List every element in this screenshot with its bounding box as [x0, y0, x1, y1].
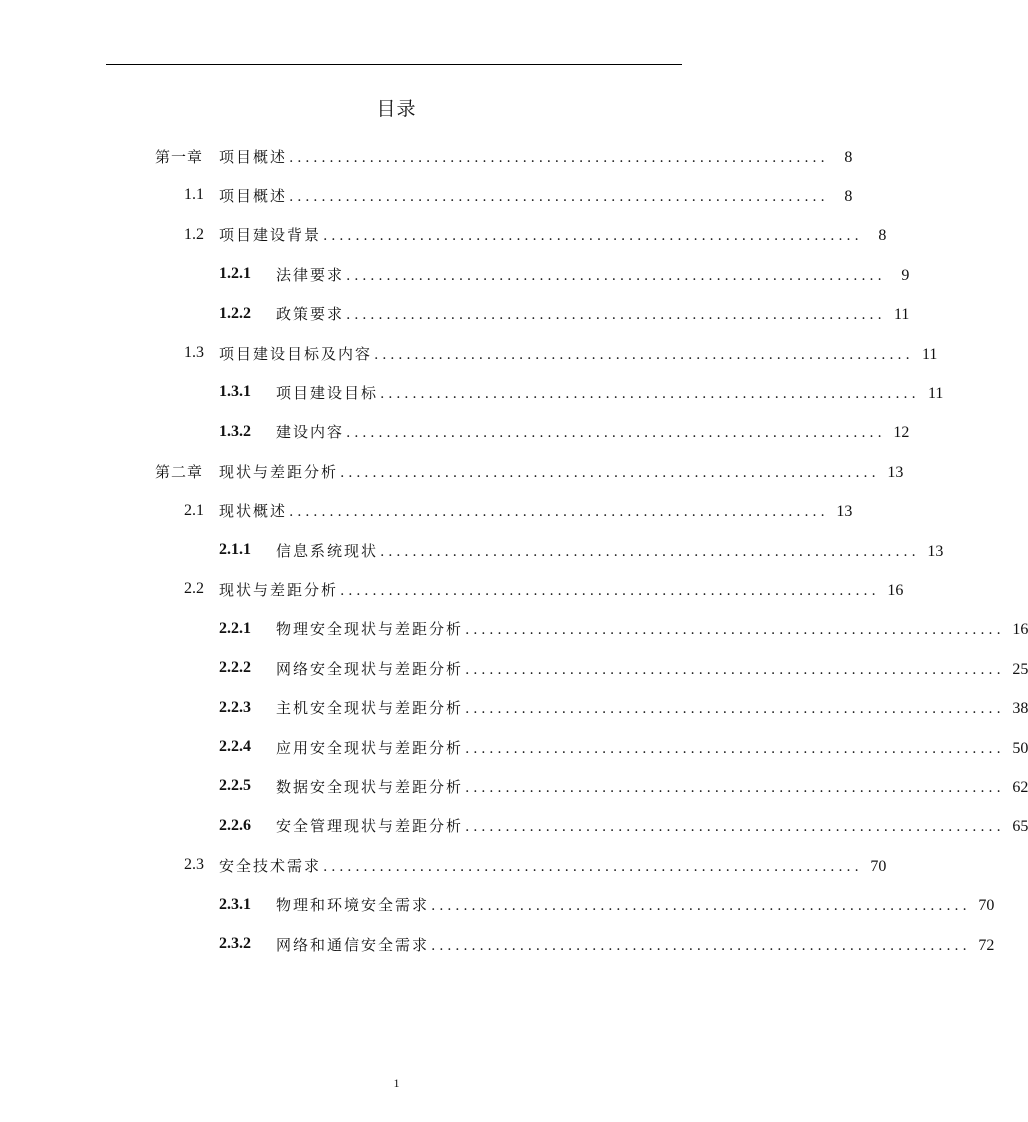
toc-entry-body: [276, 540, 944, 561]
toc-entry-title: 主机安全现状与差距分析: [276, 699, 464, 718]
toc-dot-leader: ...................................................................: [374, 346, 914, 363]
toc-entry[interactable]: [0, 496, 853, 526]
toc-dot-leader: ...................................................................: [346, 267, 886, 284]
toc-entry-body: [219, 855, 887, 876]
toc-entry-body: [276, 618, 1028, 639]
toc-entry-title: 项目概述: [219, 186, 288, 205]
toc-entry-page: 11: [921, 345, 938, 363]
toc-entry[interactable]: [0, 771, 1028, 801]
toc-entry[interactable]: [0, 929, 995, 959]
toc-entry-number: 2.2.1: [219, 619, 251, 637]
toc-dot-leader: ...................................................................: [340, 464, 880, 481]
toc-entry[interactable]: [0, 141, 853, 171]
toc-entry-body: [276, 382, 944, 403]
toc-entry-page: 16: [887, 581, 904, 599]
toc-entry-page: 11: [927, 384, 944, 402]
toc-dot-leader: ...................................................................: [465, 740, 1005, 757]
toc-entry-page: 50: [1012, 739, 1028, 757]
toc-entry[interactable]: [0, 850, 887, 880]
header-rule: [106, 64, 682, 65]
toc-entry-body: [276, 658, 1028, 679]
toc-entry-body: [219, 146, 853, 167]
toc-entry-title: 信息系统现状: [276, 541, 379, 560]
toc-entry-title: 安全管理现状与差距分析: [276, 817, 464, 836]
toc-entry-title: 项目建设背景: [219, 226, 322, 245]
toc-entry-number: 1.2.1: [219, 265, 251, 283]
toc-entry-title: 数据安全现状与差距分析: [276, 777, 464, 796]
toc-entry-number: 2.2: [184, 580, 204, 598]
toc-dot-leader: ...................................................................: [465, 622, 1005, 639]
toc-entry-page: 13: [836, 503, 853, 521]
toc-entry-page: 12: [893, 424, 910, 442]
toc-entry-number: 1.1: [184, 186, 204, 204]
toc-entry[interactable]: [0, 456, 904, 486]
toc-entry-number: 1.3: [184, 344, 204, 361]
toc-entry-number: 2.3.1: [219, 895, 251, 913]
toc-entry-title: 现状与差距分析: [219, 580, 339, 599]
toc-entry[interactable]: [0, 693, 1028, 723]
toc-entry-page: 11: [893, 306, 910, 324]
toc-dot-leader: ...................................................................: [289, 504, 829, 521]
toc-entry-body: [219, 185, 853, 206]
toc-entry-body: [219, 224, 887, 245]
toc-entry-number: 2.1: [184, 501, 204, 519]
toc-dot-leader: ...................................................................: [380, 543, 920, 560]
toc-entry-title: 应用安全现状与差距分析: [276, 738, 464, 757]
toc-entry-number: 1.3.1: [219, 383, 251, 401]
toc-entry-title: 网络和通信安全需求: [276, 935, 430, 954]
toc-entry-number: 1.3.2: [219, 422, 251, 440]
toc-entry[interactable]: [0, 220, 887, 250]
toc-entry-title: 项目建设目标及内容: [219, 344, 373, 363]
toc-entry[interactable]: [0, 890, 995, 920]
toc-dot-leader: ...................................................................: [465, 661, 1005, 678]
toc-dot-leader: ...................................................................: [346, 307, 886, 324]
toc-entry-number: 1.2.2: [219, 304, 251, 322]
toc-entry-title: 政策要求: [276, 305, 345, 324]
toc-entry[interactable]: [0, 811, 1028, 841]
toc-entry[interactable]: [0, 417, 910, 447]
toc-entry[interactable]: [0, 299, 910, 329]
toc-entry-body: [219, 579, 904, 600]
toc-entry-page: 65: [1012, 818, 1028, 836]
toc-entry-page: 13: [927, 542, 944, 560]
toc-entry-title: 安全技术需求: [219, 856, 322, 875]
toc-dot-leader: ...................................................................: [465, 701, 1005, 718]
toc-entry-page: 72: [978, 936, 995, 954]
toc-entry-number: 第一章: [154, 147, 203, 166]
toc-entry-body: [276, 776, 1028, 797]
toc-entry[interactable]: [0, 574, 904, 604]
toc-entry-page: 25: [1012, 660, 1028, 678]
toc-entry-body: [276, 421, 910, 442]
toc-entry-title: 项目建设目标: [276, 383, 379, 402]
toc-entry-page: 8: [878, 227, 887, 245]
toc-entry-number: 2.2.2: [219, 659, 251, 677]
toc-entry[interactable]: [0, 180, 853, 210]
toc-entry-page: 70: [978, 897, 995, 915]
toc-entry-body: [276, 697, 1028, 718]
toc-entry[interactable]: [0, 614, 1028, 644]
toc-entry-number: 2.2.5: [219, 777, 251, 795]
toc-entry[interactable]: [0, 732, 1028, 762]
toc-entry-body: [276, 815, 1028, 836]
toc-dot-leader: ...................................................................: [346, 425, 886, 442]
toc-title: 目录: [376, 98, 417, 120]
toc-entry-number: 2.2.3: [219, 698, 251, 716]
toc-entry-body: [276, 934, 995, 955]
toc-dot-leader: ...................................................................: [340, 582, 880, 599]
toc-dot-leader: ...................................................................: [323, 228, 863, 245]
toc-entry-body: [219, 461, 904, 482]
toc-entry-title: 网络安全现状与差距分析: [276, 659, 464, 678]
toc-entry-title: 物理安全现状与差距分析: [276, 620, 464, 639]
toc-entry-number: 第二章: [154, 462, 203, 481]
toc-entry-number: 2.3: [184, 856, 204, 874]
toc-entry-body: [219, 500, 853, 521]
toc-entry[interactable]: [0, 377, 944, 407]
toc-dot-leader: ...................................................................: [323, 858, 863, 875]
toc-entry-page: 62: [1012, 778, 1028, 796]
toc-entry-page: 16: [1012, 621, 1028, 639]
toc-entry-body: [276, 737, 1028, 758]
toc-entry-page: 9: [901, 266, 910, 284]
toc-entry-body: [219, 343, 938, 364]
toc-entry-number: 1.2: [184, 225, 204, 243]
page-number: 1: [393, 1076, 400, 1090]
toc-entry-body: [276, 894, 995, 915]
toc-entry-page: 8: [844, 148, 853, 166]
toc-entry-number: 2.2.6: [219, 816, 251, 834]
toc-entry-title: 建设内容: [276, 423, 345, 442]
toc-entry-body: [276, 264, 910, 285]
toc-dot-leader: ...................................................................: [380, 385, 920, 402]
toc-entry[interactable]: [0, 535, 944, 565]
toc-entry-title: 现状与差距分析: [219, 462, 339, 481]
toc-entry-title: 现状概述: [219, 502, 288, 521]
toc-entry-page: 8: [844, 187, 853, 205]
toc-dot-leader: ...................................................................: [289, 188, 829, 205]
toc-dot-leader: ...................................................................: [465, 779, 1005, 796]
toc-entry-title: 物理和环境安全需求: [276, 896, 430, 915]
toc-entry-page: 13: [887, 463, 904, 481]
toc-entry[interactable]: [0, 338, 938, 368]
toc-entry-page: 38: [1012, 700, 1028, 718]
toc-entry-page: 70: [870, 857, 887, 875]
toc-entry-body: [276, 303, 910, 324]
toc-dot-leader: ...................................................................: [465, 819, 1005, 836]
toc-entry-title: 法律要求: [276, 265, 345, 284]
toc-dot-leader: ...................................................................: [289, 149, 829, 166]
toc-entry-number: 2.1.1: [219, 541, 251, 558]
toc-entry[interactable]: [0, 259, 910, 289]
toc-entry-number: 2.3.2: [219, 935, 251, 952]
toc-dot-leader: ...................................................................: [431, 937, 971, 954]
toc-dot-leader: ...................................................................: [431, 898, 971, 915]
toc-entry-number: 2.2.4: [219, 738, 251, 755]
toc-entry-title: 项目概述: [219, 147, 288, 166]
toc-entry[interactable]: [0, 653, 1028, 683]
